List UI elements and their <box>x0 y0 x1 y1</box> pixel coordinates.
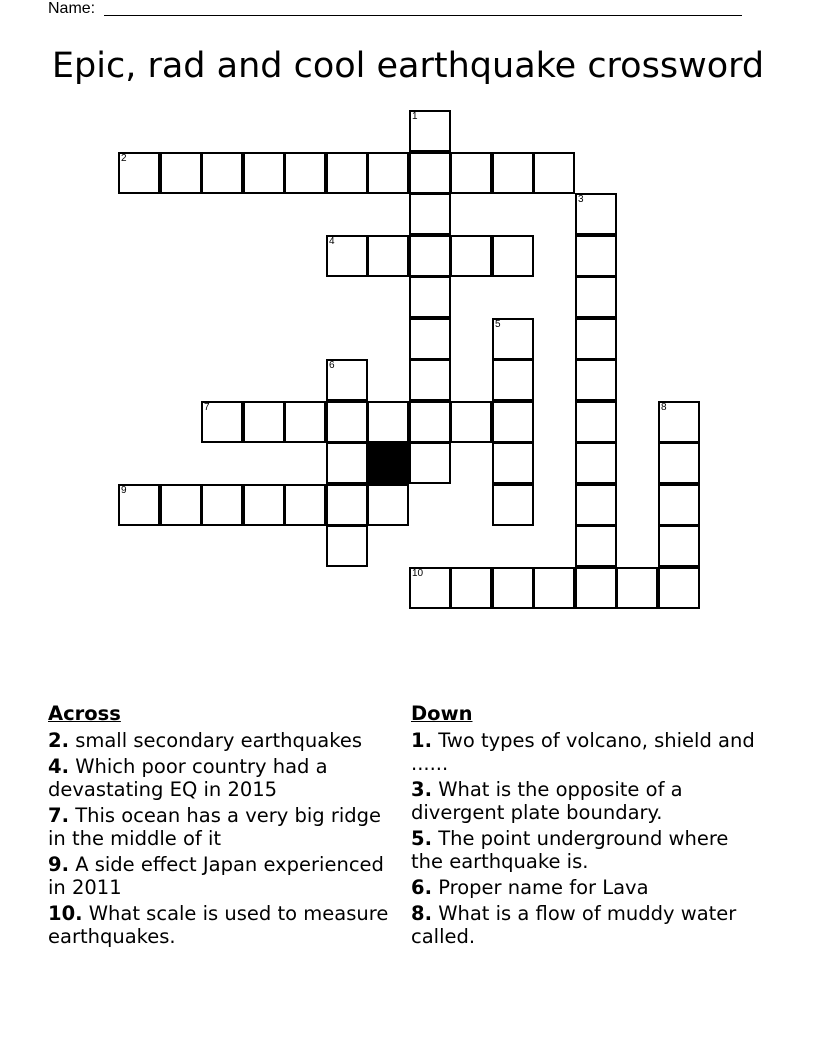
grid-cell[interactable] <box>409 442 451 484</box>
grid-cell[interactable] <box>492 235 534 277</box>
name-label: Name: <box>48 0 96 17</box>
clue-number: 9. <box>48 853 69 876</box>
black-cell <box>367 442 409 484</box>
clue-text: What is the opposite of a divergent plate boundary. <box>411 778 683 824</box>
grid-cell[interactable] <box>409 318 451 360</box>
grid-cell[interactable] <box>284 484 326 526</box>
clue-number: 7. <box>48 804 69 827</box>
grid-cell[interactable] <box>409 110 451 152</box>
grid-cell[interactable] <box>409 152 451 194</box>
grid-cell[interactable] <box>575 567 617 609</box>
grid-cell[interactable] <box>492 442 534 484</box>
grid-cell[interactable] <box>201 401 243 443</box>
grid-cell[interactable] <box>284 152 326 194</box>
clue-number: 5. <box>411 827 432 850</box>
grid-cell[interactable] <box>575 401 617 443</box>
clue-number: 10. <box>48 902 83 925</box>
clue-number-label: 10 <box>412 568 424 579</box>
grid-cell[interactable] <box>575 359 617 401</box>
grid-cell[interactable] <box>575 276 617 318</box>
grid-cell[interactable] <box>409 567 451 609</box>
clue-number-label: 1 <box>412 111 418 122</box>
down-clue-8 <box>411 902 756 948</box>
clue-number: 2. <box>48 729 69 752</box>
grid-cell[interactable] <box>533 152 575 194</box>
grid-cell[interactable] <box>160 484 202 526</box>
grid-cell[interactable] <box>409 276 451 318</box>
clue-number-label: 3 <box>578 194 584 205</box>
grid-cell[interactable] <box>326 152 368 194</box>
grid-cell[interactable] <box>575 235 617 277</box>
clue-number: 3. <box>411 778 432 801</box>
grid-cell[interactable] <box>326 525 368 567</box>
grid-cell[interactable] <box>409 401 451 443</box>
clue-number-label: 7 <box>204 402 210 413</box>
down-clue-6 <box>411 876 756 899</box>
down-heading: Down <box>411 702 473 725</box>
clue-text: What scale is used to measure earthquakes. <box>48 902 389 948</box>
grid-cell[interactable] <box>658 484 700 526</box>
down-clue-1 <box>411 729 756 775</box>
grid-cell[interactable] <box>367 152 409 194</box>
clue-number-label: 2 <box>121 153 127 164</box>
across-clue-10 <box>48 902 393 948</box>
grid-cell[interactable] <box>326 442 368 484</box>
grid-cell[interactable] <box>160 152 202 194</box>
grid-cell[interactable] <box>367 401 409 443</box>
clue-number-label: 9 <box>121 485 127 496</box>
grid-cell[interactable] <box>492 359 534 401</box>
across-clues <box>48 702 393 951</box>
grid-cell[interactable] <box>326 484 368 526</box>
grid-cell[interactable] <box>409 359 451 401</box>
grid-cell[interactable] <box>450 152 492 194</box>
down-clue-3 <box>411 778 756 824</box>
clue-text: A side effect Japan experienced in 2011 <box>48 853 384 899</box>
grid-cell[interactable] <box>284 401 326 443</box>
clue-number-label: 8 <box>661 402 667 413</box>
clue-number-label: 5 <box>495 319 501 330</box>
clue-text: The point underground where the earthquake is. <box>411 827 729 873</box>
clue-number: 4. <box>48 755 69 778</box>
grid-cell[interactable] <box>658 401 700 443</box>
grid-cell[interactable] <box>326 359 368 401</box>
across-heading: Across <box>48 702 121 725</box>
grid-cell[interactable] <box>533 567 575 609</box>
grid-cell[interactable] <box>575 318 617 360</box>
grid-cell[interactable] <box>201 152 243 194</box>
grid-cell[interactable] <box>492 567 534 609</box>
grid-cell[interactable] <box>243 484 285 526</box>
grid-cell[interactable] <box>492 152 534 194</box>
clue-number: 6. <box>411 876 432 899</box>
grid-cell[interactable] <box>367 484 409 526</box>
grid-cell[interactable] <box>492 318 534 360</box>
grid-cell[interactable] <box>409 193 451 235</box>
page-title: Epic, rad and cool earthquake crossword <box>51 46 765 86</box>
across-clue-2 <box>48 729 393 752</box>
grid-cell[interactable] <box>326 401 368 443</box>
grid-cell[interactable] <box>450 401 492 443</box>
clue-text: Two types of volcano, shield and ...... <box>411 729 755 775</box>
grid-cell[interactable] <box>243 401 285 443</box>
clue-text: What is a flow of muddy water called. <box>411 902 737 948</box>
grid-cell[interactable] <box>409 235 451 277</box>
down-clue-5 <box>411 827 756 873</box>
down-clues <box>411 702 756 951</box>
clue-text: This ocean has a very big ridge in the middle of it <box>48 804 382 850</box>
grid-cell[interactable] <box>450 235 492 277</box>
grid-cell[interactable] <box>575 193 617 235</box>
across-clue-7 <box>48 804 393 850</box>
grid-cell[interactable] <box>450 567 492 609</box>
grid-cell[interactable] <box>118 484 160 526</box>
clue-number-label: 6 <box>329 360 335 371</box>
grid-cell[interactable] <box>575 484 617 526</box>
grid-cell[interactable] <box>658 567 700 609</box>
grid-cell[interactable] <box>201 484 243 526</box>
grid-cell[interactable] <box>575 525 617 567</box>
grid-cell[interactable] <box>658 442 700 484</box>
grid-cell[interactable] <box>492 484 534 526</box>
clue-number-label: 4 <box>329 236 335 247</box>
grid-cell[interactable] <box>492 401 534 443</box>
grid-cell[interactable] <box>367 235 409 277</box>
across-clue-4 <box>48 755 393 801</box>
grid-cell[interactable] <box>118 152 160 194</box>
across-clue-9 <box>48 853 393 899</box>
grid-cell[interactable] <box>575 442 617 484</box>
grid-cell[interactable] <box>326 235 368 277</box>
grid-cell[interactable] <box>616 567 658 609</box>
clue-number: 8. <box>411 902 432 925</box>
grid-cell[interactable] <box>658 525 700 567</box>
clue-text: Which poor country had a devastating EQ in 2015 <box>48 755 328 801</box>
clue-text: small secondary earthquakes <box>75 729 362 752</box>
grid-cell[interactable] <box>243 152 285 194</box>
clue-number: 1. <box>411 729 432 752</box>
clue-text: Proper name for Lava <box>438 876 649 899</box>
